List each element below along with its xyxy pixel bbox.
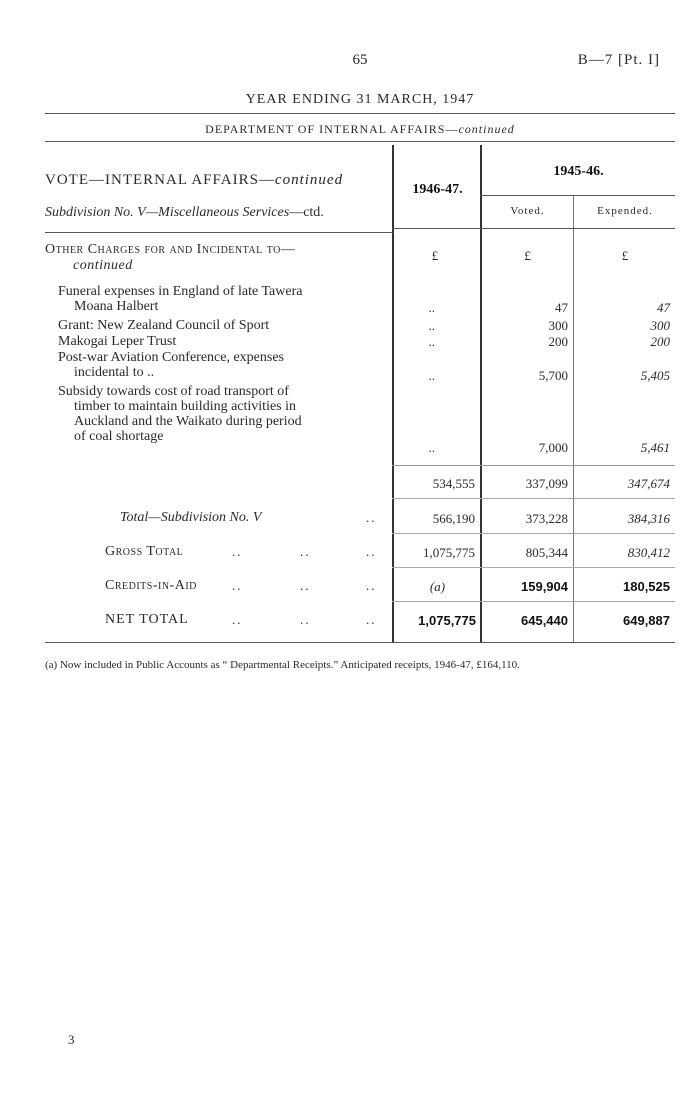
item-row: Post-war Aviation Conference, expenses incidental to .. [58, 350, 285, 380]
item-1946-value: .. [428, 440, 435, 455]
col-header-voted: Voted. [510, 205, 545, 217]
credits-in-aid-label: Credits-in-Aid [105, 578, 197, 593]
footer-number: 3 [68, 1032, 75, 1047]
document-reference: B—7 [Pt. I] [577, 52, 660, 68]
item-voted-value: 7,000 [538, 440, 568, 455]
rule-after-total-subdivision [392, 533, 675, 534]
gross-total-expended-value: 830,412 [627, 545, 670, 560]
leader-dots: .. [232, 544, 243, 559]
leader-dots: .. [232, 612, 243, 627]
rule-stub-header [45, 232, 393, 233]
col-header-1946-47: 1946-47. [412, 182, 463, 197]
year-heading: YEAR ENDING 31 MARCH, 1947 [245, 92, 475, 107]
gross-total-1946-value: 1,075,775 [423, 545, 475, 560]
subtotal-1946-value: 534,555 [432, 476, 475, 491]
net-total-1946-value: 1,075,775 [418, 613, 476, 628]
col-header-1945-46: 1945-46. [553, 164, 604, 179]
footnote: (a) Now included in Public Accounts as “ Departmental Receipts.” Anticipated receipts, 1946-47, £164,110. [45, 659, 520, 671]
item-1946-value: .. [428, 300, 435, 315]
leader-dots: .. [232, 578, 243, 593]
department-heading: DEPARTMENT OF INTERNAL AFFAIRS—continued [205, 122, 515, 136]
item-voted-value: 200 [548, 334, 568, 349]
currency-1946-47: £ [431, 248, 439, 263]
total-subdivision-expended-value: 384,316 [627, 511, 670, 526]
net-total-voted-value: 645,440 [521, 613, 568, 628]
item-expended-value: 300 [650, 318, 670, 333]
subtotal-voted-value: 337,099 [525, 476, 568, 491]
vote-title: VOTE—INTERNAL AFFAIRS—continued [45, 172, 344, 188]
credits-in-aid-expended-value: 180,525 [623, 579, 670, 594]
leader-dots: .. [300, 612, 311, 627]
total-subdivision-voted-value: 373,228 [525, 511, 568, 526]
item-1946-value: .. [428, 318, 435, 333]
leader-dots: .. [366, 612, 377, 627]
item-row: Subsidy towards cost of road transport of timber to maintain building activities in Auckland and the Waikato during period of coal shortage [58, 384, 302, 444]
item-1946-value: .. [428, 334, 435, 349]
leader-dots: .. [366, 510, 377, 525]
item-voted-value: 47 [555, 300, 568, 315]
item-expended-value: 5,461 [640, 440, 670, 455]
leader-dots: .. [300, 544, 311, 559]
rule-bottom [45, 642, 675, 643]
rule-after-gross-total [392, 567, 675, 568]
page-number: 65 [352, 52, 368, 68]
other-charges-heading: Other Charges for and Incidental to— continued [45, 242, 296, 273]
rule-after-subtotal [392, 498, 675, 499]
currency-voted: £ [524, 248, 531, 263]
gross-total-label: Gross Total [105, 544, 184, 559]
rule-after-credits [392, 601, 675, 602]
credits-in-aid-voted-value: 159,904 [521, 579, 568, 594]
item-expended-value: 47 [657, 300, 670, 315]
rule-col-header [392, 228, 675, 229]
item-row: Makogai Leper Trust [58, 334, 177, 349]
item-row: Funeral expenses in England of late Tawera Moana Halbert [58, 284, 303, 314]
total-subdivision-label: Total—Subdivision No. V [120, 510, 262, 525]
rule-dept [45, 141, 675, 142]
item-voted-value: 300 [548, 318, 568, 333]
item-1946-value: .. [428, 368, 435, 383]
gross-total-voted-value: 805,344 [525, 545, 568, 560]
col-header-expended: Expended. [597, 205, 653, 217]
rule-top [45, 113, 675, 114]
item-expended-value: 200 [650, 334, 670, 349]
item-expended-value: 5,405 [640, 368, 670, 383]
column-divider-3 [573, 196, 574, 642]
item-row: Grant: New Zealand Council of Sport [58, 318, 270, 333]
net-total-label: NET TOTAL [105, 612, 189, 627]
rule-subtotal [392, 465, 675, 466]
leader-dots: .. [300, 578, 311, 593]
net-total-expended-value: 649,887 [623, 613, 670, 628]
leader-dots: .. [366, 578, 377, 593]
currency-expended: £ [621, 248, 629, 263]
credits-in-aid-1946-value: (a) [429, 579, 446, 594]
rule-col-subheader [480, 195, 675, 196]
leader-dots: .. [366, 544, 377, 559]
item-voted-value: 5,700 [538, 368, 568, 383]
total-subdivision-1946-value: 566,190 [432, 511, 475, 526]
subtotal-expended-value: 347,674 [627, 476, 670, 491]
subdivision-title: Subdivision No. V—Miscellaneous Services—ctd. [45, 205, 324, 220]
